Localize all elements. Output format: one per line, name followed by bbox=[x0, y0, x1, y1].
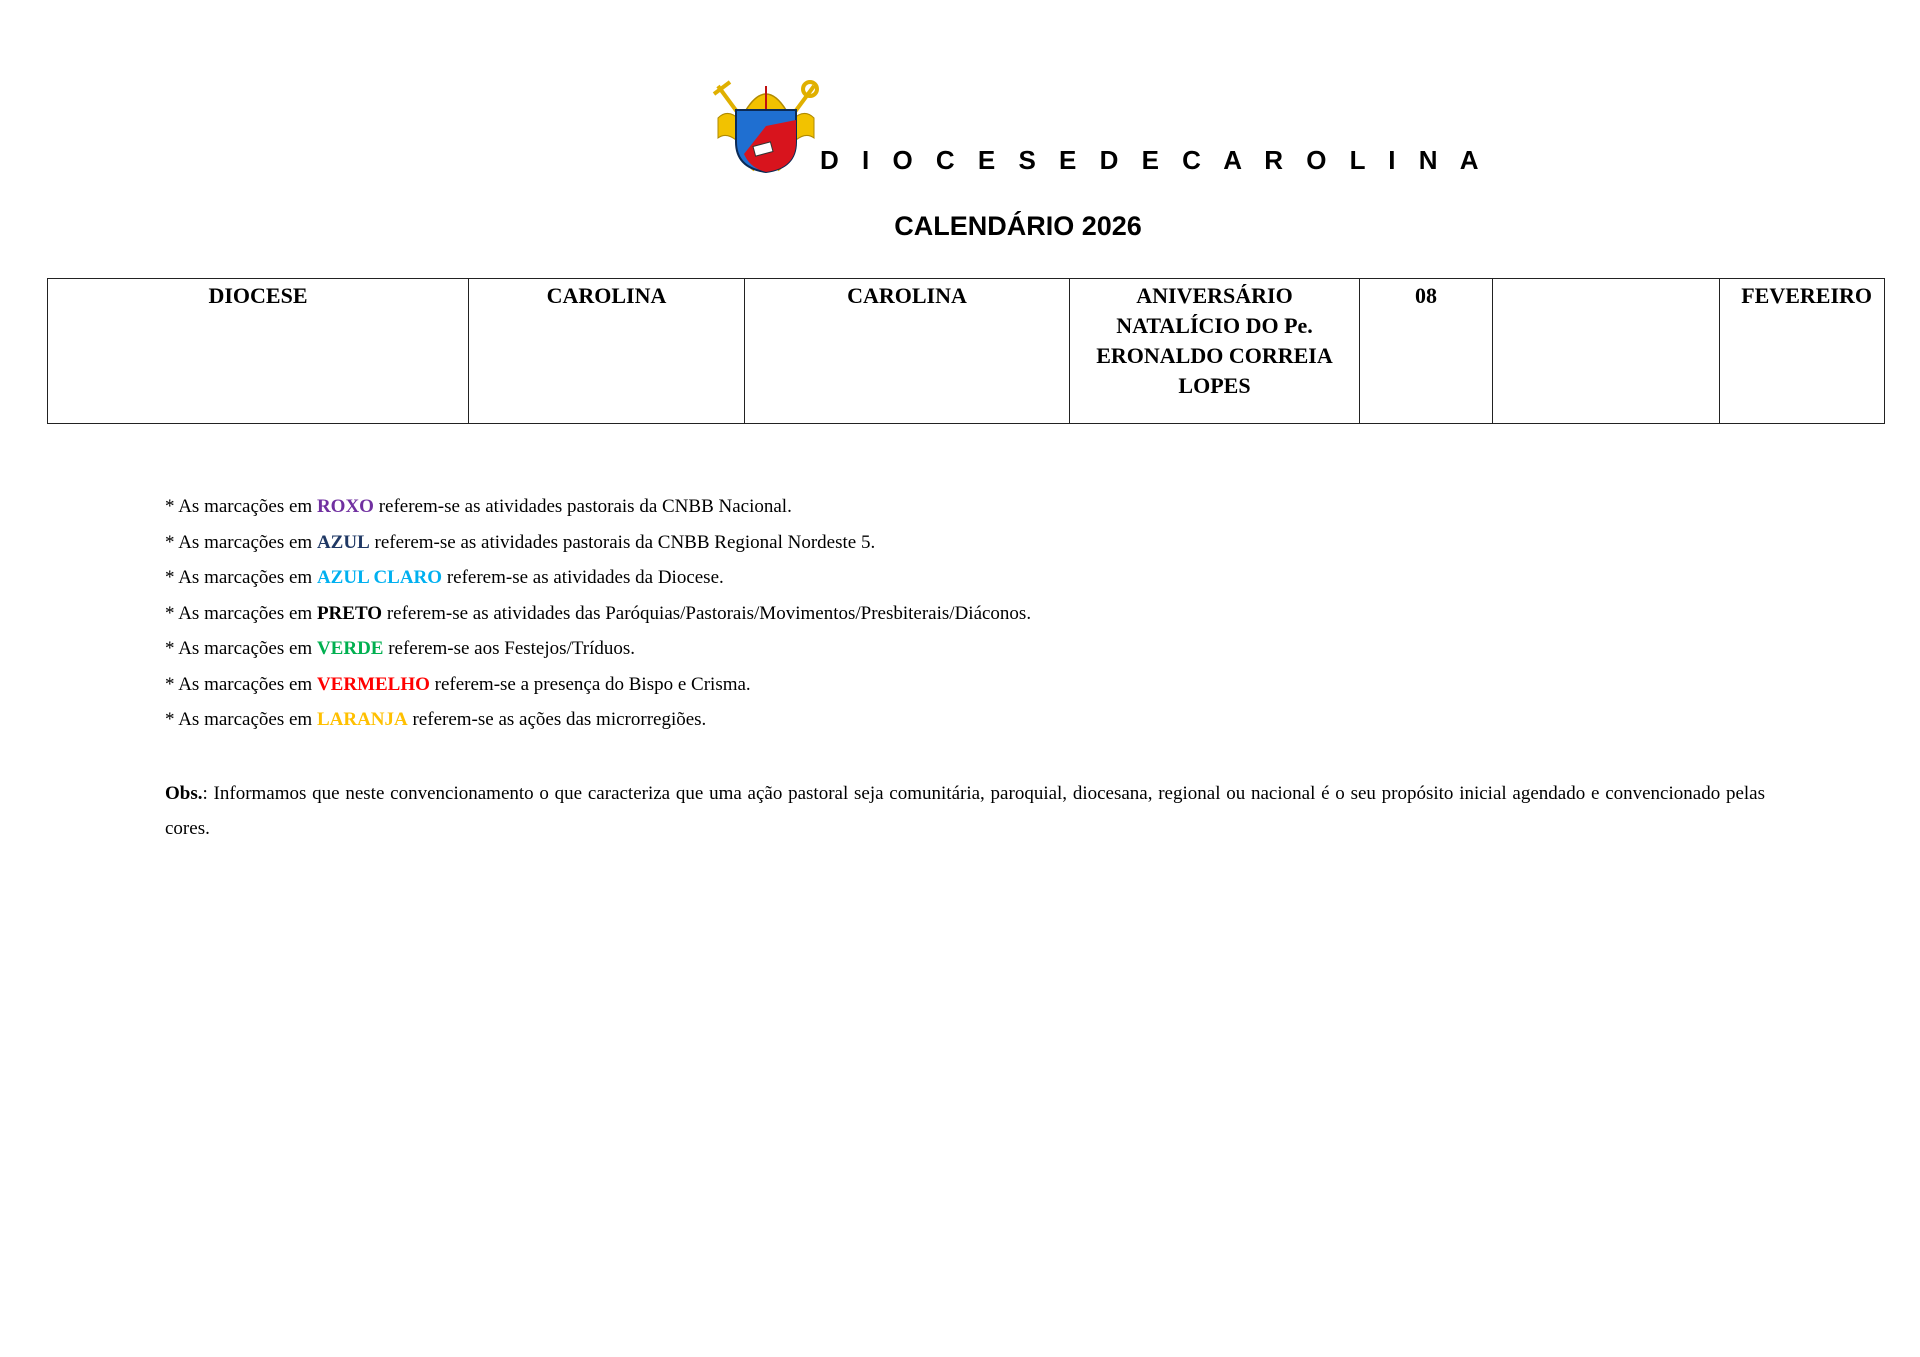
legend-suffix: referem-se as ações das microrregiões. bbox=[407, 709, 707, 730]
legend-keyword: ROXO bbox=[316, 496, 374, 517]
calendar-title: CALENDÁRIO 2026 bbox=[894, 211, 1142, 241]
legend-prefix: * As marcações em bbox=[165, 496, 317, 517]
table-cell: DIOCESE bbox=[48, 279, 469, 424]
legend-prefix: * As marcações em bbox=[165, 602, 317, 624]
table-cell: FEVEREIRO bbox=[1720, 279, 1885, 424]
legend-suffix: referem-se aos Festejos/Tríduos. bbox=[383, 638, 636, 659]
legend-keyword: PRETO bbox=[316, 602, 383, 624]
legend-suffix: referem-se as atividades da Diocese. bbox=[442, 567, 724, 588]
legend-keyword: VERMELHO bbox=[316, 673, 430, 695]
table-cell bbox=[1493, 279, 1720, 424]
legend-prefix: * As marcações em bbox=[165, 673, 317, 695]
legend-item bbox=[165, 564, 1765, 600]
table-cell: ANIVERSÁRIO NATALÍCIO DO Pe. ERONALDO CORREIA LOPES bbox=[1070, 279, 1360, 424]
table-cell: 08 bbox=[1360, 279, 1493, 424]
legend-item bbox=[165, 635, 1765, 671]
legend-prefix: * As marcações em bbox=[165, 709, 317, 730]
obs-text: : Informamos que neste convencionamento o que caracteriza que uma ação pastoral seja comunitária, paroquial, diocesana, regional ou nacional é o seu propósito inicial agendado e convencionado pelas cores. bbox=[165, 783, 1765, 839]
legend-item bbox=[165, 600, 1765, 636]
obs-label: Obs. bbox=[165, 783, 203, 804]
events-table bbox=[47, 278, 1885, 424]
legend-item bbox=[165, 671, 1765, 707]
legend-keyword: LARANJA bbox=[316, 709, 408, 730]
legend-suffix: referem-se as atividades pastorais da CNBB Regional Nordeste 5. bbox=[369, 531, 876, 553]
page-header bbox=[0, 0, 1920, 260]
color-legend bbox=[165, 493, 1765, 742]
legend-suffix: referem-se as atividades das Paróquias/Pastorais/Movimentos/Presbiterais/Diáconos. bbox=[382, 602, 1032, 624]
diocese-crest-icon bbox=[710, 80, 822, 176]
table-cell: CAROLINA bbox=[745, 279, 1070, 424]
legend-keyword: VERDE bbox=[316, 638, 384, 659]
legend-keyword: AZUL CLARO bbox=[316, 567, 443, 588]
legend-prefix: * As marcações em bbox=[165, 638, 317, 659]
legend-item bbox=[165, 706, 1765, 742]
legend-prefix: * As marcações em bbox=[165, 567, 317, 588]
legend-item bbox=[165, 493, 1765, 529]
table-row bbox=[48, 279, 1885, 424]
diocese-name: D I O C E S E D E C A R O L I N A bbox=[820, 145, 1487, 175]
legend-prefix: * As marcações em bbox=[165, 531, 317, 553]
legend-suffix: referem-se a presença do Bispo e Crisma. bbox=[429, 673, 751, 695]
observation-note bbox=[165, 776, 1765, 846]
legend-suffix: referem-se as atividades pastorais da CNBB Nacional. bbox=[373, 496, 792, 517]
legend-item bbox=[165, 529, 1765, 565]
legend-keyword: AZUL bbox=[316, 531, 370, 553]
table-cell: CAROLINA bbox=[469, 279, 745, 424]
